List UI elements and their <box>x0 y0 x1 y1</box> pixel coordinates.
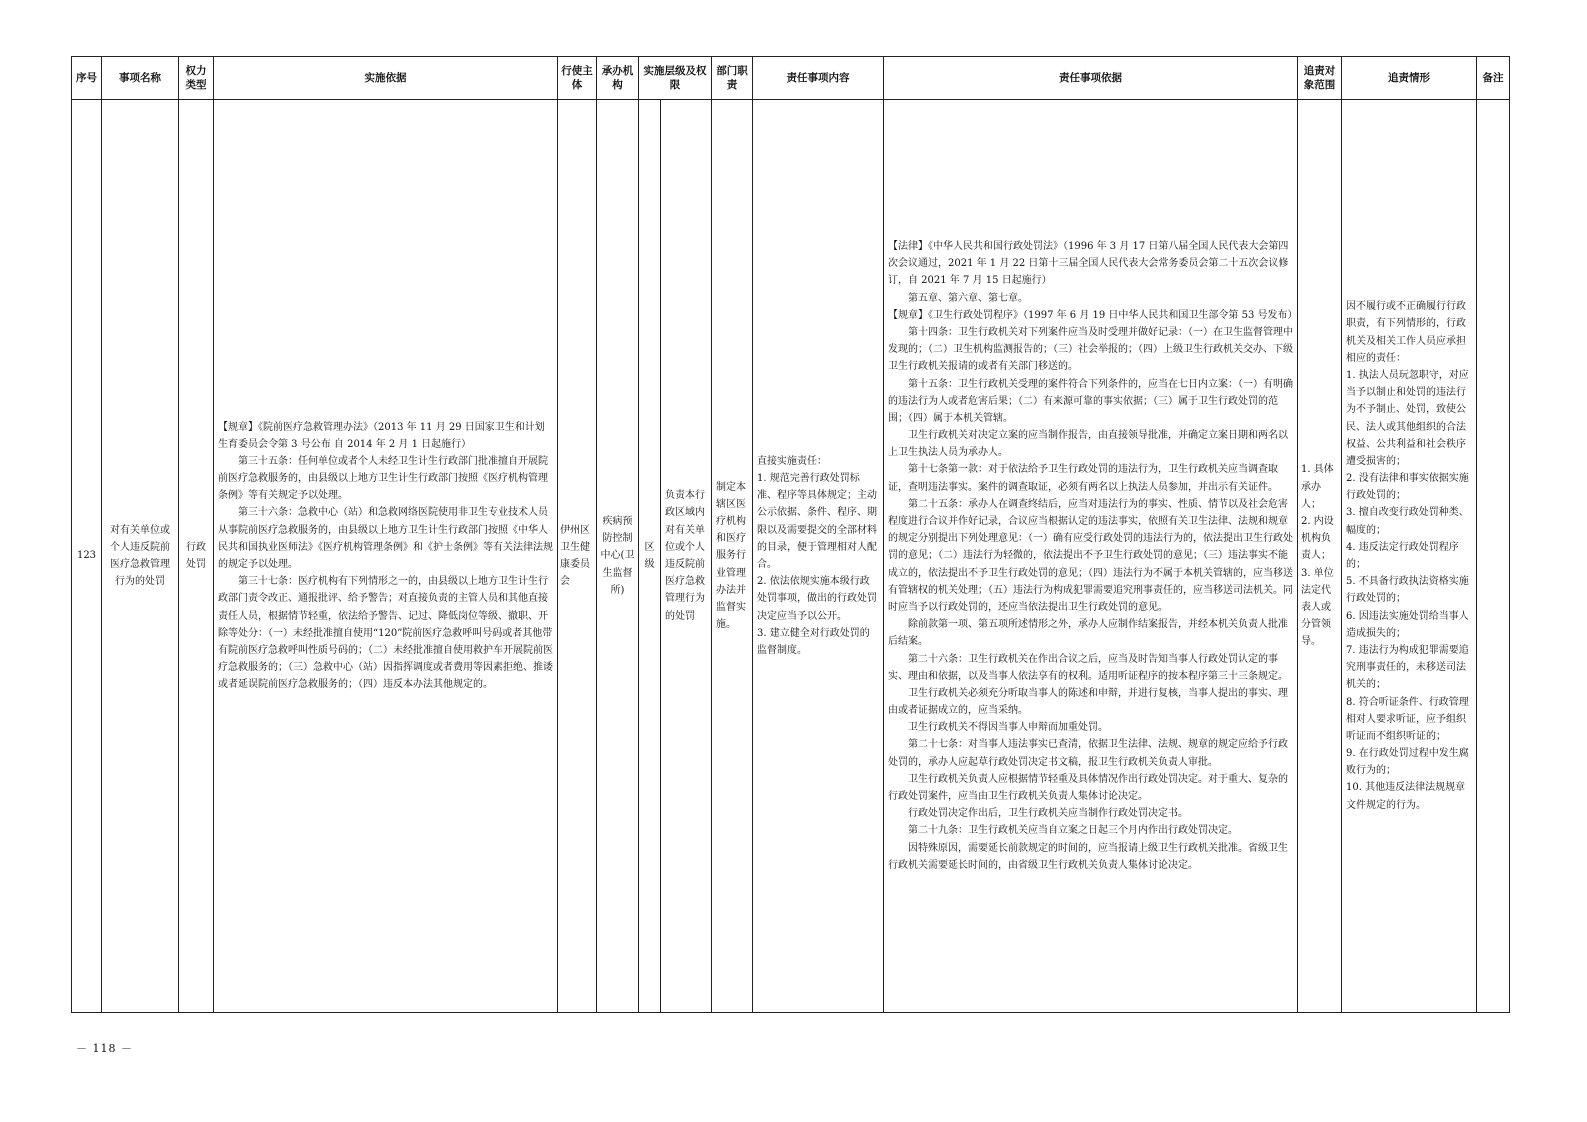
resp-basis-paragraph: 卫生行政机关负责人应根据情节轻重及具体情况作出行政处罚决定。对于重大、复杂的行政处罚案件，应当由卫生行政机关负责人集体讨论决定。 <box>888 773 1288 803</box>
resp-basis-paragraph: 第十五条：卫生行政机关受理的案件符合下列条件的，应当在七日内立案：（一）有明确的违法行为人或者危害后果；（二）有来源可靠的事实依据；（三）属于卫生行政处罚的范围；（四）属于本机关管辖。 <box>888 378 1293 424</box>
cell-dept-duty <box>712 100 753 1013</box>
header-level: 实施层级及权限 <box>639 57 712 100</box>
basis-paragraph: 第三十六条：急救中心（站）和急救网络医院使用非卫生专业技术人员从事院前医疗急救服务的，由县级以上地方卫生计生行政部门按照《中华人民共和国执业医师法》《医疗机构管理条例》和《护士条例》等有关法律法规的规定予以处理。 <box>218 507 553 570</box>
situation-item: 9. 在行政处罚过程中发生腐败行为的； <box>1346 748 1469 777</box>
resp-basis-paragraph: 第二十六条：卫生行政机关在作出合议之后，应当及时告知当事人行政处罚认定的事实、理由和依据，以及当事人依法享有的权利。适用听证程序的按本程序第三十三条规定。 <box>888 653 1288 682</box>
resp-content-item: 2. 依法依规实施本级行政处罚事项，做出的行政处罚决定应当予以公开。 <box>757 576 877 622</box>
situation-item: 5. 不具备行政执法资格实施行政处罚的； <box>1346 576 1469 605</box>
basis-text <box>214 419 557 694</box>
resp-basis-paragraph: 第二十五条：承办人在调查终结后，应当对违法行为的事实、性质、情节以及社会危害程度进行合议并作好记录，合议应当根据认定的违法事实，依照有关卫生法律、法规和规章的规定分别提出下列处理意见：（一）确有应受行政处罚的违法行为的，依法提出卫生行政处罚的意见；（二）违法行为轻微的，依法提出不予卫生行政处罚的意见；（三）违法事实不能成立的，依法提出不予卫生行政处罚的意见；（四）违法行为不属于本机关管辖的，应当移送有管辖权的机关处理；（五）违法行为构成犯罪需要追究刑事责任的，应当移送司法机关。同时应当予以行政处罚的，还应当依法提出卫生行政处罚的意见。 <box>888 498 1293 613</box>
cell-seq <box>72 100 102 1013</box>
page-number: － 118 － <box>76 1042 133 1055</box>
situation-item: 3. 擅自改变行政处罚种类、幅度的； <box>1346 507 1469 536</box>
cell-situations <box>1342 100 1477 1013</box>
situation-item: 4. 违反法定行政处罚程序的； <box>1346 541 1459 570</box>
resp-content-item: 直接实施责任： <box>757 455 827 467</box>
cell-handler <box>597 100 639 1013</box>
header-handler: 承办机构 <box>597 57 639 100</box>
scope-item: 3. 单位法定代表人或分管领导。 <box>1301 567 1334 648</box>
cell-level-scope <box>661 100 712 1013</box>
subject-value: 伊州区卫生健康委员会 <box>560 524 590 588</box>
basis-paragraph: 【规章】《院前医疗急救管理办法》（2013 年 11 月 29 日国家卫生和计划生育委员会令第 3 号公布 自 2014 年 2 月 1 日起施行） <box>218 421 545 450</box>
resp-content-item: 1. 规范完善行政处罚标准、程序等具体规定；主动公示依据、条件、程序、期限以及需要提交的全部材料的目录，便于管理相对人配合。 <box>757 473 877 570</box>
header-resp-basis: 责任事项依据 <box>884 57 1298 100</box>
resp-basis-paragraph: 第二十七条：对当事人违法事实已查清，依据卫生法律、法规、规章的规定应给予行政处罚的，承办人应起草行政处罚决定书文稿，报卫生行政机关负责人审批。 <box>888 739 1288 768</box>
scope-text <box>1298 461 1341 650</box>
item-name-value: 对有关单位或个人违反院前医疗急救管理行为的处罚 <box>110 524 170 588</box>
handler-value: 疾病预防控制中心(卫生监督所) <box>600 516 635 596</box>
header-power-type: 权力类型 <box>179 57 214 100</box>
resp-basis-paragraph: 卫生行政机关必须充分听取当事人的陈述和申辩，并进行复核，当事人提出的事实、理由或者证据成立的，应当采纳。 <box>888 687 1288 717</box>
header-seq: 序号 <box>72 57 102 100</box>
table-header-row <box>72 57 1510 100</box>
resp-basis-text <box>884 238 1297 874</box>
situation-item: 7. 违法行为构成犯罪需要追究刑事责任的，未移送司法机关的； <box>1346 644 1469 691</box>
resp-basis-paragraph: 【法律】《中华人民共和国行政处罚法》（1996 年 3 月 17 日第八届全国人民代表大会第四次会议通过，2021 年 1 月 22 日第十三届全国人民代表大会常务委员会第二十五次会议修订，自 2021 年 7 月 15 日起施行） <box>888 241 1289 287</box>
level-scope-value: 负责本行政区域内对有关单位或个人违反院前医疗急救管理行为的处罚 <box>665 490 705 622</box>
resp-basis-paragraph: 第五章、第六章、第七章。 <box>908 292 1028 304</box>
resp-basis-paragraph: 第十七条第一款：对于依法给予卫生行政处罚的违法行为，卫生行政机关应当调查取证，查明违法事实。案件的调查取证，必须有两名以上执法人员参加，并出示有关证件。 <box>888 464 1278 493</box>
dept-duty-value: 制定本辖区医疗机构和医疗服务行业管理办法并监督实施。 <box>716 481 746 631</box>
seq-value: 123 <box>76 550 97 562</box>
cell-resp-basis <box>884 100 1298 1013</box>
situation-item: 2. 没有法律和事实依据实施行政处罚的； <box>1346 473 1469 502</box>
resp-content-item: 3. 建立健全对行政处罚的监督制度。 <box>757 627 870 656</box>
situation-item: 因不履行或不正确履行行政职责，有下列情形的，行政机关及相关工作人员应承担相应的责任： <box>1346 301 1466 364</box>
header-scope: 追责对象范围 <box>1298 57 1342 100</box>
cell-resp-content <box>753 100 884 1013</box>
cell-basis <box>214 100 558 1013</box>
header-situations: 追责情形 <box>1342 57 1477 100</box>
cell-scope <box>1298 100 1342 1013</box>
resp-basis-paragraph: 因特殊原因，需要延长前款规定的时间的，应当报请上级卫生行政机关批准。省级卫生行政机关需要延长时间的，由省级卫生行政机关负责人集体讨论决定。 <box>888 842 1288 871</box>
resp-content-text <box>753 453 883 659</box>
resp-basis-paragraph: 卫生行政机关不得因当事人申辩而加重处罚。 <box>908 722 1108 734</box>
header-dept-duty: 部门职责 <box>712 57 753 100</box>
power-type-value: 行政处罚 <box>186 541 206 570</box>
situations-text <box>1342 298 1476 814</box>
scope-item: 1. 具体承办人； <box>1301 464 1334 510</box>
cell-level <box>639 100 661 1013</box>
situation-item: 6. 因违法实施处罚给当事人造成损失的； <box>1346 610 1469 639</box>
resp-basis-paragraph: 【规章】《卫生行政处罚程序》（1997 年 6 月 19 日中华人民共和国卫生部令第 53 号发布） <box>888 309 1298 321</box>
header-remark: 备注 <box>1477 57 1510 100</box>
situation-item: 1. 执法人员玩忽职守，对应当予以制止和处罚的违法行为不予制止、处罚，致使公民、法人或其他组织的合法权益、公共利益和社会秩序遭受损害的； <box>1346 369 1469 467</box>
basis-paragraph: 第三十七条：医疗机构有下列情形之一的，由县级以上地方卫生计生行政部门责令改正、通报批评、给予警告；对直接负责的主管人员和其他直接责任人员，根据情节轻重，依法给予警告、记过、降低岗位等级、撤职、开除等处分：（一）未经批准擅自使用“120”院前医疗急救呼叫号码或者其他带有院前医疗急救呼叫性质号码的；（二）未经批准擅自使用救护车开展院前医疗急救服务的；（三）急救中心（站）因指挥调度或者费用等因素拒绝、推诿或者延误院前医疗急救服务的；（四）违反本办法其他规定的。 <box>218 576 553 691</box>
header-basis: 实施依据 <box>214 57 558 100</box>
header-subject: 行使主体 <box>558 57 597 100</box>
header-resp-content: 责任事项内容 <box>753 57 884 100</box>
responsibility-table <box>71 56 1510 1013</box>
resp-basis-paragraph: 第十四条：卫生行政机关对下列案件应当及时受理并做好记录：（一）在卫生监督管理中发现的；（二）卫生机构监测报告的；（三）社会举报的；（四）上级卫生行政机关交办、下级卫生行政机关报请的或者有关部门移送的。 <box>888 326 1293 373</box>
level-value: 区级 <box>644 541 655 570</box>
header-item-name: 事项名称 <box>102 57 179 100</box>
cell-power-type <box>179 100 214 1013</box>
situation-item: 8. 符合听证条件、行政管理相对人要求听证，应予组织听证而不组织听证的； <box>1346 696 1469 742</box>
cell-subject <box>558 100 597 1013</box>
resp-basis-paragraph: 第二十九条：卫生行政机关应当自立案之日起三个月内作出行政处罚决定。 <box>908 825 1238 837</box>
cell-item-name <box>102 100 179 1013</box>
resp-basis-paragraph: 行政处罚决定作出后，卫生行政机关应当制作行政处罚决定书。 <box>908 808 1188 820</box>
scope-item: 2. 内设机构负责人； <box>1301 516 1334 562</box>
basis-paragraph: 第三十五条：任何单位或者个人未经卫生计生行政部门批准擅自开展院前医疗急救服务的，由县级以上地方卫生计生行政部门按照《医疗机构管理条例》等有关规定予以处理。 <box>218 455 548 502</box>
situation-item: 10. 其他违反法律法规规章文件规定的行为。 <box>1346 782 1466 811</box>
resp-basis-paragraph: 卫生行政机关对决定立案的应当制作报告，由直接领导批准，并确定立案日期和两名以上卫生执法人员为承办人。 <box>888 430 1288 459</box>
table-row <box>72 100 1510 1013</box>
cell-remark <box>1477 100 1510 1013</box>
resp-basis-paragraph: 除前款第一项、第五项所述情形之外，承办人应制作结案报告，并经本机关负责人批准后结案。 <box>888 619 1288 648</box>
